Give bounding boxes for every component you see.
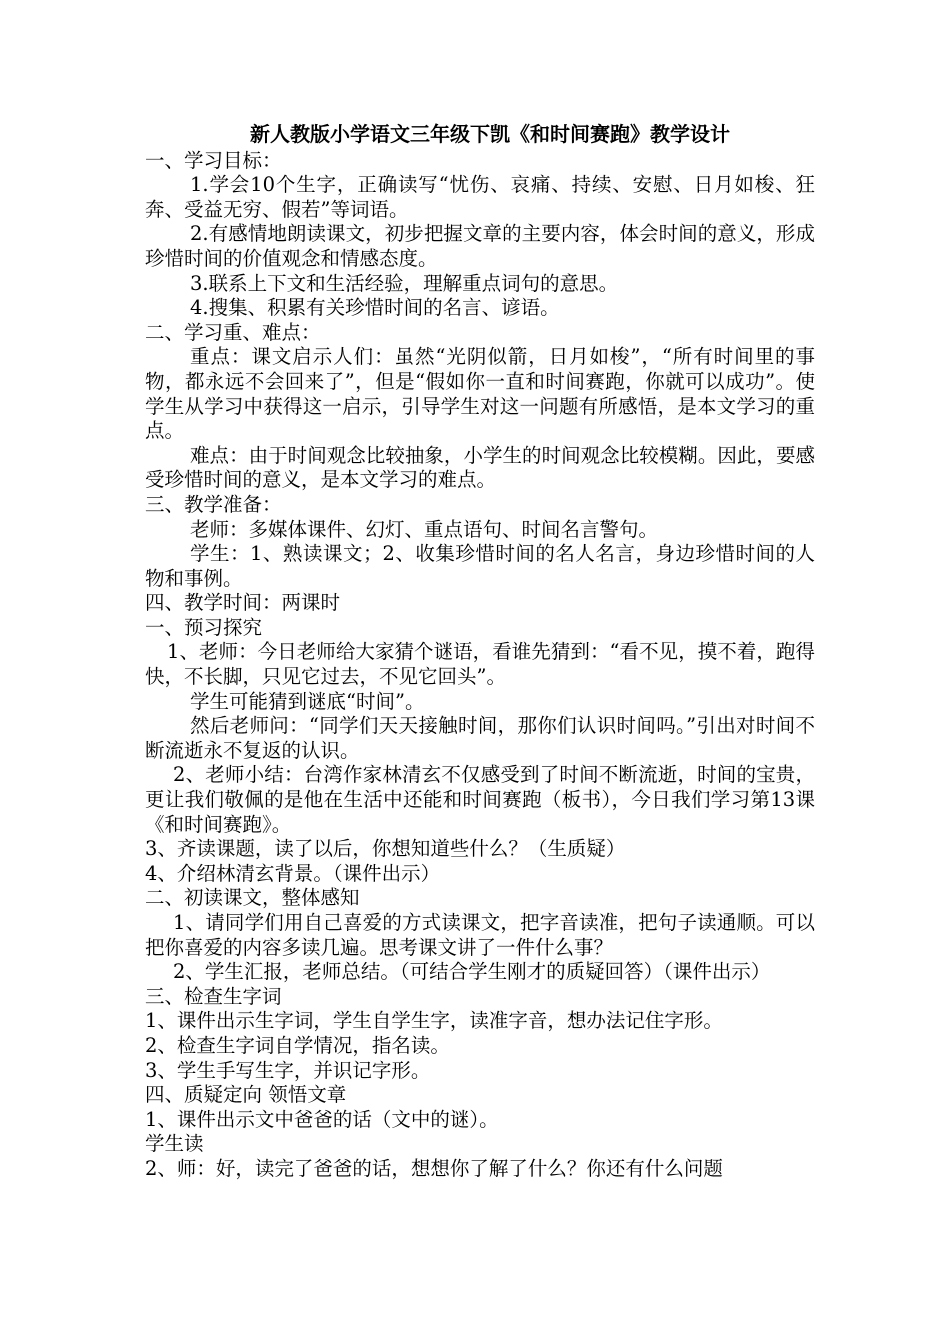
paragraph: 学生读: [145, 1132, 204, 1156]
paragraph: 3、齐读课题，读了以后，你想知道些什么？（生质疑）: [145, 837, 626, 861]
paragraph: 一、学习目标：: [145, 148, 282, 172]
paragraph: 二、学习重、难点：: [145, 320, 321, 344]
paragraph: 老师：多媒体课件、幻灯、重点语句、时间名言警句。: [190, 517, 659, 541]
paragraph: 4.搜集、积累有关珍惜时间的名言、谚语。: [190, 296, 560, 320]
paragraph: 1、老师：今日老师给大家猜个谜语，看谁先猜到：“看不见，摸不着，跑得快，不长脚，只见它过去，不见它回头”。: [145, 640, 815, 689]
paragraph: 1、课件出示文中爸爸的话（文中的谜）。: [145, 1107, 499, 1131]
paragraph: 然后老师问：“同学们天天接触时间，那你们认识时间吗。”引出对时间不断流逝永不复返的认识。: [145, 714, 815, 762]
paragraph: 学生可能猜到谜底“时间”。: [190, 689, 425, 713]
paragraph: 四、教学时间：两课时: [145, 591, 341, 615]
paragraph: 一、预习探究: [145, 615, 263, 639]
paragraph: 1.学会10个生字，正确读写“忧伤、哀痛、持续、安慰、日月如梭、狂奔、受益无穷、假若”等词语。: [145, 173, 815, 221]
paragraph: 2、学生汇报，老师总结。（可结合学生刚才的质疑回答）（课件出示）: [173, 960, 771, 984]
paragraph: 1、请同学们用自己喜爱的方式读课文，把字音读准，把句子读通顺。可以把你喜爱的内容多读几遍。思考课文讲了一件什么事？: [145, 911, 815, 959]
paragraph: 二、初读课文，整体感知: [145, 886, 360, 910]
paragraph: 三、教学准备：: [145, 492, 282, 516]
paragraph: 2、老师小结：台湾作家林清玄不仅感受到了时间不断流逝，时间的宝贵，更让我们敬佩的是他在生活中还能和时间赛跑（板书），今日我们学习第13课《和时间赛跑》。: [145, 763, 815, 836]
paragraph: 1、课件出示生字词，学生自学生字，读准字音，想办法记住字形。: [145, 1009, 723, 1033]
paragraph: 重点：课文启示人们：虽然“光阴似箭，日月如梭”，“所有时间里的事物，都永远不会回来了”，但是“假如你一直和时间赛跑，你就可以成功”。使学生从学习中获得这一启示，引导学生对这一问题有所感悟，是本文学习的重点。: [145, 345, 815, 443]
document-page: [145, 122, 815, 1182]
paragraph: 学生：1、熟读课文；2、收集珍惜时间的名人名言，身边珍惜时间的人物和事例。: [145, 542, 815, 590]
document-body: [145, 149, 815, 1182]
paragraph: 四、质疑定向 领悟文章: [145, 1083, 347, 1107]
paragraph: 4、介绍林清玄背景。（课件出示）: [145, 861, 441, 885]
paragraph: 3、学生手写生字，并识记字形。: [145, 1058, 431, 1082]
paragraph: 3.联系上下文和生活经验，理解重点词句的意思。: [190, 271, 619, 295]
paragraph: 2.有感情地朗读课文，初步把握文章的主要内容，体会时间的意义，形成珍惜时间的价值观念和情感态度。: [145, 222, 815, 270]
document-title: 新人教版小学语文三年级下凯《和时间赛跑》教学设计: [250, 122, 730, 146]
paragraph: 难点：由于时间观念比较抽象，小学生的时间观念比较模糊。因此，要感受珍惜时间的意义，是本文学习的难点。: [145, 443, 815, 492]
paragraph: 2、检查生字词自学情况，指名读。: [145, 1033, 450, 1057]
paragraph: 三、检查生字词: [145, 984, 282, 1008]
paragraph: 2、师：好，读完了爸爸的话，想想你了解了什么？你还有什么问题: [145, 1156, 723, 1180]
